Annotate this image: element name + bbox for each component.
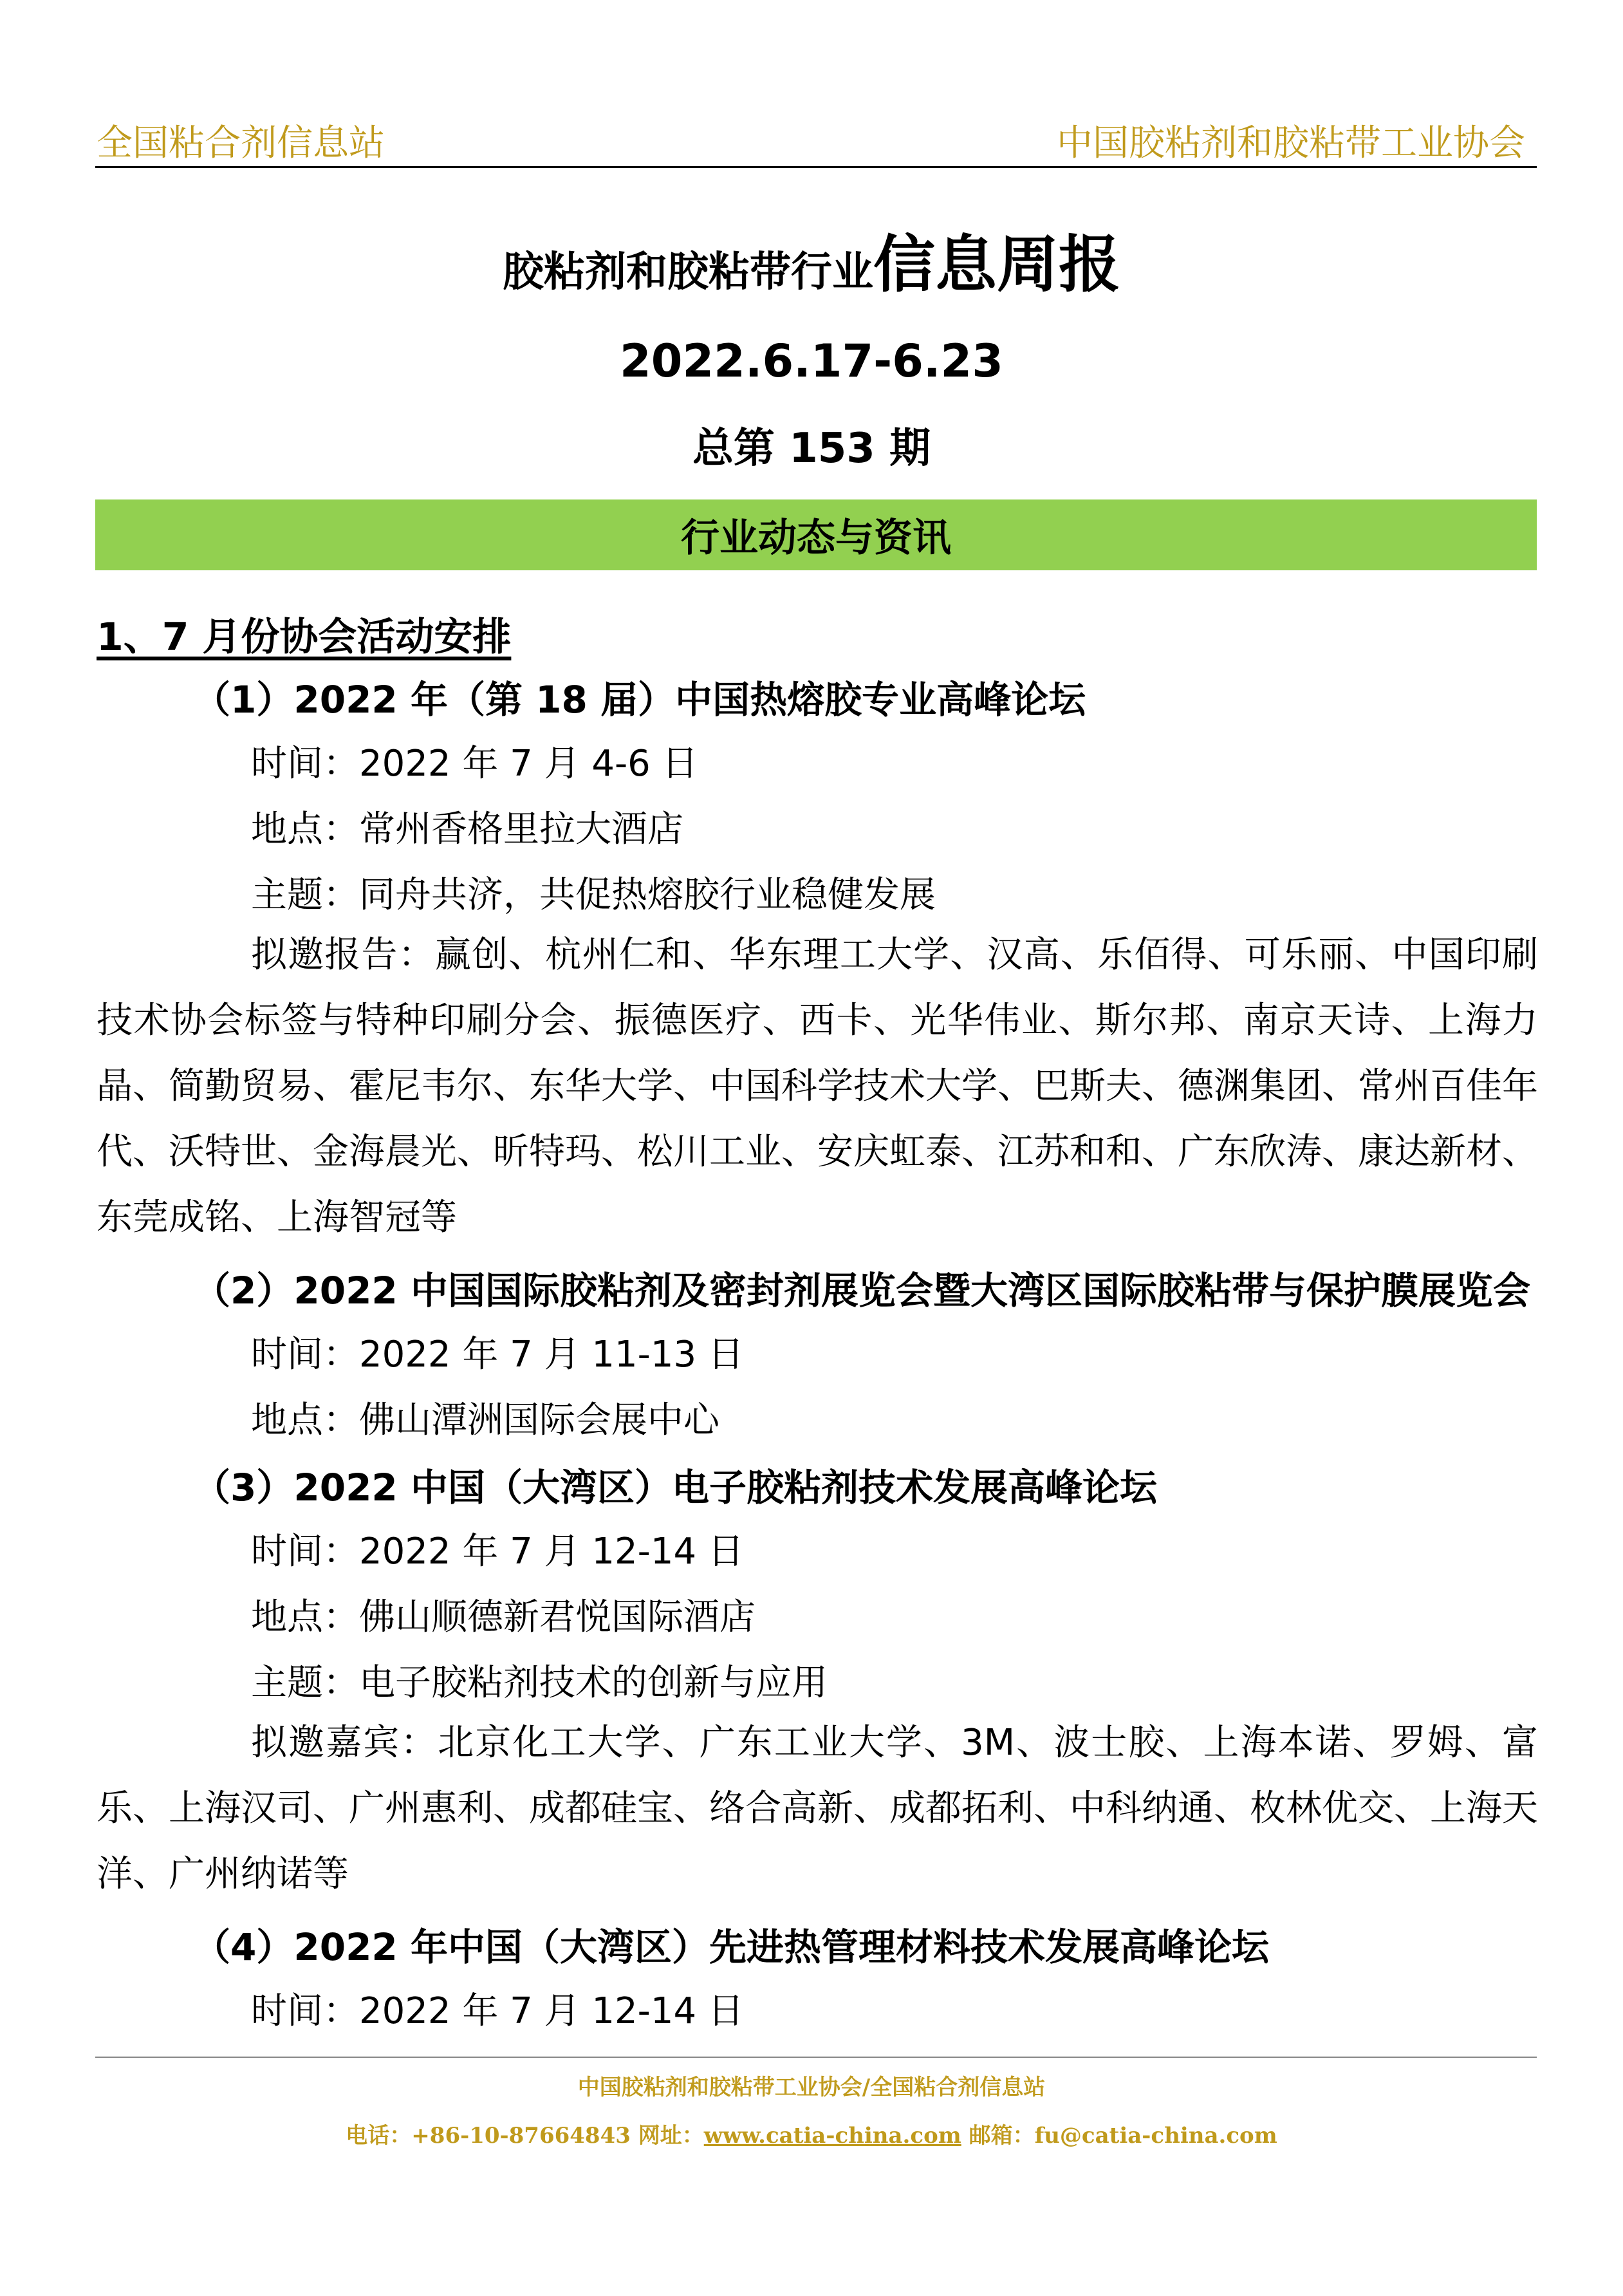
event-2-place: 地点：佛山潭洲国际会展中心 [251, 1399, 719, 1441]
issue-number: 总第 153 期 [692, 425, 931, 472]
section-band-label: 行业动态与资讯 [681, 516, 951, 561]
footer-email: 邮箱：fu@catia-china.com [961, 2123, 1277, 2149]
event-4-time: 时间：2022 年 7 月 12-14 日 [251, 1990, 744, 2032]
event-1-time: 时间：2022 年 7 月 4-6 日 [251, 743, 698, 785]
footer-divider [95, 2057, 1537, 2058]
event-1-theme: 主题：同舟共济，共促热熔胶行业稳健发展 [251, 874, 936, 916]
header-divider [95, 166, 1537, 168]
footer-organization: 中国胶粘剂和胶粘带工业协会/全国粘合剂信息站 [577, 2075, 1046, 2100]
title-prefix: 胶粘剂和胶粘带行业 [503, 248, 873, 296]
section-band [95, 499, 1537, 570]
event-1-title: （1）2022 年（第 18 届）中国热熔胶专业高峰论坛 [193, 678, 1086, 722]
event-1-invited: 拟邀报告：赢创、杭州仁和、华东理工大学、汉高、乐佰得、可乐丽、中国印刷技术协会标签与特种印刷分会、振德医疗、西卡、光华伟业、斯尔邦、南京天诗、上海力晶、简勤贸易、霍尼韦尔、东华大学、中国科学技术大学、巴斯夫、德渊集团、常州百佳年代、沃特世、金海晨光、昕特玛、松川工业、安庆虹泰、江苏和和、广东欣涛、康达新材、东莞成铭、上海智冠等 [97, 934, 1538, 1238]
footer-phone: 电话：+86-10-87664843 网址： [346, 2123, 704, 2149]
event-2-time: 时间：2022 年 7 月 11-13 日 [251, 1334, 744, 1376]
event-4-title: （4）2022 年中国（大湾区）先进热管理材料技术发展高峰论坛 [193, 1925, 1269, 1969]
footer-contact [0, 2118, 1623, 2149]
header-right-association-name: 中国胶粘剂和胶粘带工业协会 [1057, 122, 1525, 164]
date-range: 2022.6.17-6.23 [620, 335, 1003, 387]
event-2-title: （2）2022 中国国际胶粘剂及密封剂展览会暨大湾区国际胶粘带与保护膜展览会 [193, 1269, 1530, 1312]
event-3-invited: 拟邀嘉宾：北京化工大学、广东工业大学、3M、波士胶、上海本诺、罗姆、富乐、上海汉司、广州惠利、成都硅宝、络合高新、成都拓利、中科纳通、枚林优交、上海天洋、广州纳诺等 [97, 1722, 1538, 1895]
event-3-title: （3）2022 中国（大湾区）电子胶粘剂技术发展高峰论坛 [193, 1466, 1157, 1509]
event-1-place: 地点：常州香格里拉大酒店 [251, 808, 683, 850]
title-main: 信息周报 [873, 229, 1120, 301]
header-left-site-name: 全国粘合剂信息站 [97, 122, 385, 164]
event-3-theme: 主题：电子胶粘剂技术的创新与应用 [251, 1662, 828, 1704]
footer-website-link[interactable]: www.catia-china.com [703, 2123, 961, 2149]
section-heading: 1、7 月份协会活动安排 [97, 615, 512, 660]
page-title [0, 216, 1623, 304]
event-3-time: 时间：2022 年 7 月 12-14 日 [251, 1531, 744, 1573]
event-3-place: 地点：佛山顺德新君悦国际酒店 [251, 1596, 756, 1638]
